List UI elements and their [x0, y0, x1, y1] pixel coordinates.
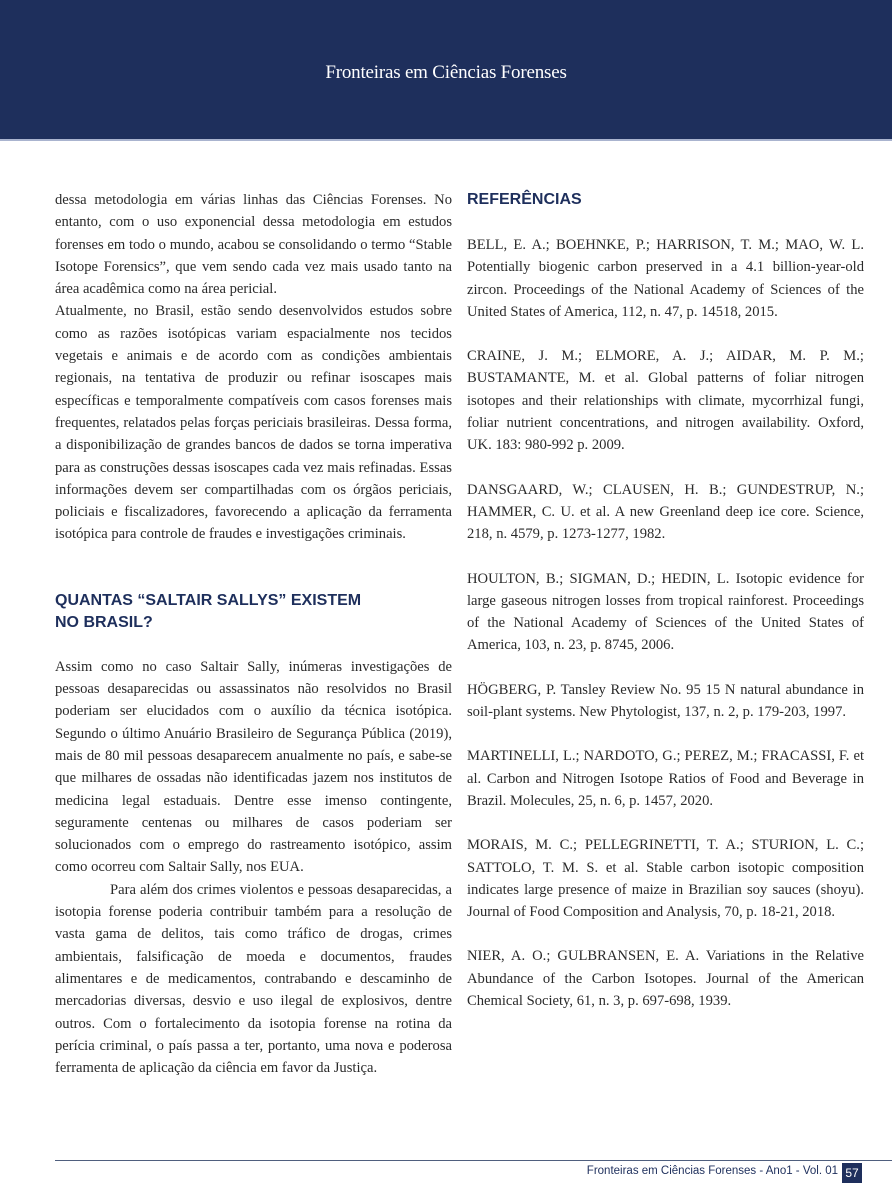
body-paragraph: Atualmente, no Brasil, estão sendo desenvolvidos estudos sobre como as razões isotópicas variam espacialmente nos tecidos vegetais e animais e de acordo com as condições ambientais regionais, na tentativa de produzir ou refinar isoscapes mais específicas e temporalmente compatíveis com casos forenses mais frequentes, relatados pelas forças periciais brasileiras. Dessa forma, a disponibilização de grandes bancos de dados se torna imperativa para as construções dessas isoscapes cada vez mais refinadas. Essas informações devem ser compartilhadas com os órgãos periciais, policiais e fiscalizadores, favorecendo a aplicação da ferramenta isotópica para controle de fraudes e investigações criminais. — [55, 303, 452, 543]
reference-item: NIER, A. O.; GULBRANSEN, E. A. Variations in the Relative Abundance of the Carbon Isotopes. Journal of the American Chemical Society, 61, n. 3, p. 697-698, 1939. — [467, 948, 864, 1010]
reference-item: HOULTON, B.; SIGMAN, D.; HEDIN, L. Isotopic evidence for large gaseous nitrogen losses from tropical rainforest. Proceedings of the National Academy of Sciences of the United States of America, 103, n. 23, p. 8745, 2006. — [467, 570, 864, 654]
reference-item: MORAIS, M. C.; PELLEGRINETTI, T. A.; STURION, L. C.; SATTOLO, T. M. S. et al. Stable carbon isotopic composition indicates large presence of maize in Brazilian soy sauces (shoyu). Journal of Food Composition and Analysis, 70, p. 18-21, 2018. — [467, 837, 864, 921]
reference-item: CRAINE, J. M.; ELMORE, A. J.; AIDAR, M. P. M.; BUSTAMANTE, M. et al. Global patterns of foliar nitrogen isotopes and their relationships with climate, mycorrhizal fungi, foliar nutrient concentrations, and nitrogen availability. Oxford, UK. 183: 980-992 p. 2009. — [467, 348, 864, 454]
reference-item: HÖGBERG, P. Tansley Review No. 95 15 N natural abundance in soil-plant systems. New Phytologist, 137, n. 2, p. 179-203, 1997. — [467, 681, 864, 721]
reference-item: MARTINELLI, L.; NARDOTO, G.; PEREZ, M.; FRACASSI, F. et al. Carbon and Nitrogen Isotope Ratios of Food and Beverage in Brazil. Molecules, 25, n. 6, p. 1457, 2020. — [467, 748, 864, 809]
section-heading-line1: QUANTAS “SALTAIR SALLYS” EXISTEM — [55, 591, 362, 609]
journal-title: Fronteiras em Ciências Forenses — [325, 62, 567, 83]
page-header-band — [0, 0, 892, 141]
references-heading: REFERÊNCIAS — [467, 191, 582, 208]
left-column — [55, 189, 452, 1079]
section-heading — [55, 590, 452, 634]
body-paragraph: Assim como no caso Saltair Sally, inúmeras investigações de pessoas desaparecidas ou assassinatos não resolvidos no Brasil poderiam ser elucidados com o auxílio da técnica isotópica. Segundo o último Anuário Brasileiro de Segurança Pública (2019), mais de 80 mil pessoas desaparecem anualmente no país, e sabe-se que milhares de ossadas não identificadas jazem nos institutos de medicina legal estaduais. Dentre esse imenso contingente, seguramente centenas ou milhares de casos poderiam ser solucionados com o emprego do rastreamento isotópico, assim como ocorreu com Saltair Sally, nos EUA. — [55, 658, 452, 876]
reference-item: DANSGAARD, W.; CLAUSEN, H. B.; GUNDESTRUP, N.; HAMMER, C. U. et al. A new Greenland deep ice core. Science, 218, n. 4579, p. 1273-1277, 1982. — [467, 481, 864, 543]
body-paragraph: dessa metodologia em várias linhas das Ciências Forenses. No entanto, com o uso exponencial dessa metodologia em estudos forenses em todo o mundo, acabou se consolidando o termo “Stable Isotope Forensics”, que vem sendo cada vez mais usado tanto na área acadêmica como na área pericial. — [55, 192, 452, 298]
page-number-badge: 57 — [842, 1163, 862, 1183]
section-heading-line2: NO BRASIL? — [55, 613, 153, 631]
footer-journal-info: Fronteiras em Ciências Forenses - Ano1 - Vol. 01 — [586, 1165, 838, 1177]
body-paragraph: Para além dos crimes violentos e pessoas desaparecidas, a isotopia forense poderia contribuir também para a resolução de vasta gama de delitos, tais como tráfico de drogas, crimes ambientais, falsificação de moeda e documentos, fraudes alimentares e de medicamentos, contrabando e descaminho de mercadorias diversas, desvio e uso ilegal de explosivos, dentre outros. Com o fortalecimento da isotopia forense na rotina da perícia criminal, o país passa a ter, portanto, uma nova e poderosa ferramenta de aplicação da ciência em favor da Justiça. — [55, 881, 452, 1077]
reference-item: BELL, E. A.; BOEHNKE, P.; HARRISON, T. M.; MAO, W. L. Potentially biogenic carbon preserved in a 4.1 billion-year-old zircon. Proceedings of the National Academy of Sciences of the United States of America, 112, n. 47, p. 14518, 2015. — [467, 237, 864, 320]
footer-divider — [55, 1160, 892, 1161]
references-column — [467, 189, 864, 1034]
